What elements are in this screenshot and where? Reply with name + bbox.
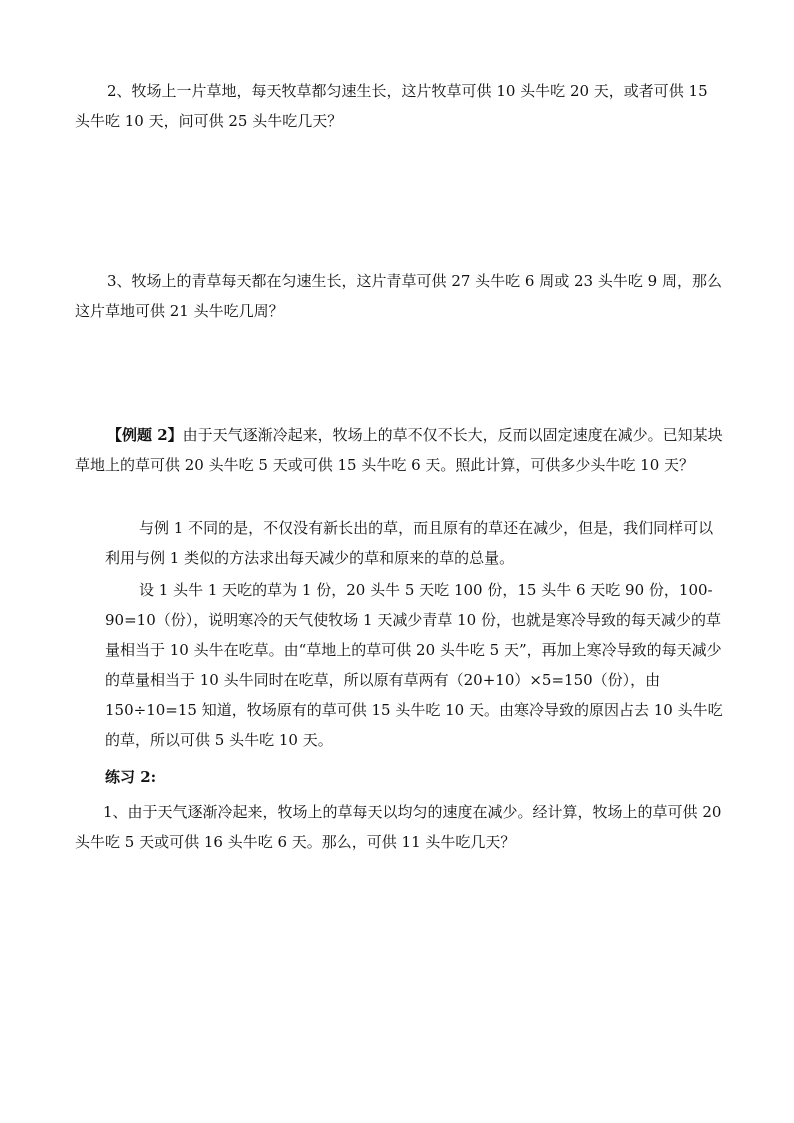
example-2-text: 由于天气逐渐冷起来，牧场上的草不仅不长大，反而以固定速度在减少。已知某块草地上的草可供 20 头牛吃 5 天或可供 15 头牛吃 6 天。照此计算，可供多少头牛吃 10 天？ [75, 426, 723, 474]
problem-3: 3、牧场上的青草每天都在匀速生长，这片青草可供 27 头牛吃 6 周或 23 头牛吃 9 周，那么这片草地可供 21 头牛吃几周？ [75, 272, 722, 320]
example-2 [75, 420, 727, 480]
practice-label: 练习 2: [105, 768, 157, 786]
analysis-paragraph-2: 设 1 头牛 1 天吃的草为 1 份，20 头牛 5 天吃 100 份，15 头牛 6 天吃 90 份，100-90=10（份），说明寒冷的天气使牧场 1 天减少青草 10 份，也就是寒冷导致的每天减少的草量相当于 10 头牛在吃草。由“草地上的草可供 20 头牛吃 5 天”，再加上寒冷导致的每天减少的草量相当于 10 头牛同时在吃草，所以原有草两有（20+10）×5=150（份），由 150÷10=15 知道，牧场原有的草可供 15 头牛吃 10 天。由寒冷导致的原因占去 10 头牛吃的草，所以可供 5 头牛吃 10 天。 [105, 581, 723, 749]
practice-problem-1: 1、由于天气逐渐冷起来，牧场上的草每天以均匀的速度在减少。经计算，牧场上的草可供 20 头牛吃 5 天或可供 16 头牛吃 6 天。那么，可供 11 头牛吃几天？ [75, 803, 722, 851]
analysis-paragraph-1: 与例 1 不同的是，不仅没有新长出的草，而且原有的草还在减少，但是，我们同样可以利用与例 1 类似的方法求出每天减少的草和原来的草的总量。 [105, 519, 714, 567]
example-2-tag: 【例题 2】 [107, 426, 183, 444]
problem-2: 2、牧场上一片草地，每天牧草都匀速生长，这片牧草可供 10 头牛吃 20 天，或者可供 15 头牛吃 10 天，问可供 25 头牛吃几天？ [75, 82, 708, 130]
